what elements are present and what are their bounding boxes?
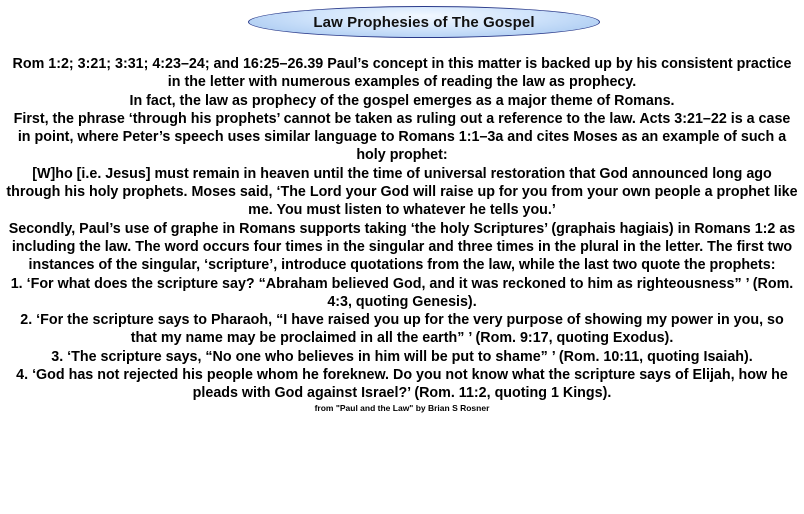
title-oval — [248, 6, 600, 38]
list-item-2: 2. ‘For the scripture says to Pharaoh, “I have raised you up for the very purpose of showing my power in you, so that my name may be proclaimed in all the earth” ’ (Rom. 9:17, quoting Exodus). — [20, 312, 784, 347]
list-item-3: 3. ‘The scripture says, “No one who believes in him will be put to shame” ’ (Rom. 10:11, quoting Isaiah). — [51, 348, 753, 365]
paragraph-first-point: First, the phrase ‘through his prophets’ cannot be taken as ruling out a reference to the law. Acts 3:21–22 is a case in point, where Peter’s speech uses similar language to Romans 1:1–3a and cites Moses as an example of such a holy prophet: — [13, 110, 791, 164]
title-banner — [248, 6, 600, 38]
paragraph-second-point: Secondly, Paul’s use of graphe in Romans supports taking ‘the holy Scriptures’ (graphais hagiais) in Romans 1:2 as including the law. The word occurs four times in the singular and three times in the plural in the letter. The first two instances of the singular, ‘scripture’, introduce quotations from the law, while the last two quote the prophets: — [8, 220, 796, 274]
body-text — [6, 55, 798, 414]
list-item-1: 1. ‘For what does the scripture say? “Abraham believed God, and it was reckoned to him as righteousness” ’ (Rom. 4:3, quoting Genesis). — [10, 275, 794, 310]
source-credit: from "Paul and the Law" by Brian S Rosner — [314, 402, 490, 413]
list-item-4: 4. ‘God has not rejected his people whom he foreknew. Do you not know what the scripture says of Elijah, how he pleads with God against Israel?’ (Rom. 11:2, quoting 1 Kings). — [16, 367, 788, 402]
paragraph-intro: Rom 1:2; 3:21; 3:31; 4:23–24; and 16:25–26.39 Paul’s concept in this matter is backed up by his consistent practice in the letter with numerous examples of reading the law as prophecy. — [12, 56, 792, 91]
page-title: Law Prophesies of The Gospel — [313, 13, 535, 31]
paragraph-acts-quote: [W]ho [i.e. Jesus] must remain in heaven until the time of universal restoration that God announced long ago through his holy prophets. Moses said, ‘The Lord your God will raise up for you from your own people a prophet like me. You must listen to whatever he tells you.’ — [6, 165, 798, 219]
paragraph-theme: In fact, the law as prophecy of the gospel emerges as a major theme of Romans. — [129, 92, 675, 109]
